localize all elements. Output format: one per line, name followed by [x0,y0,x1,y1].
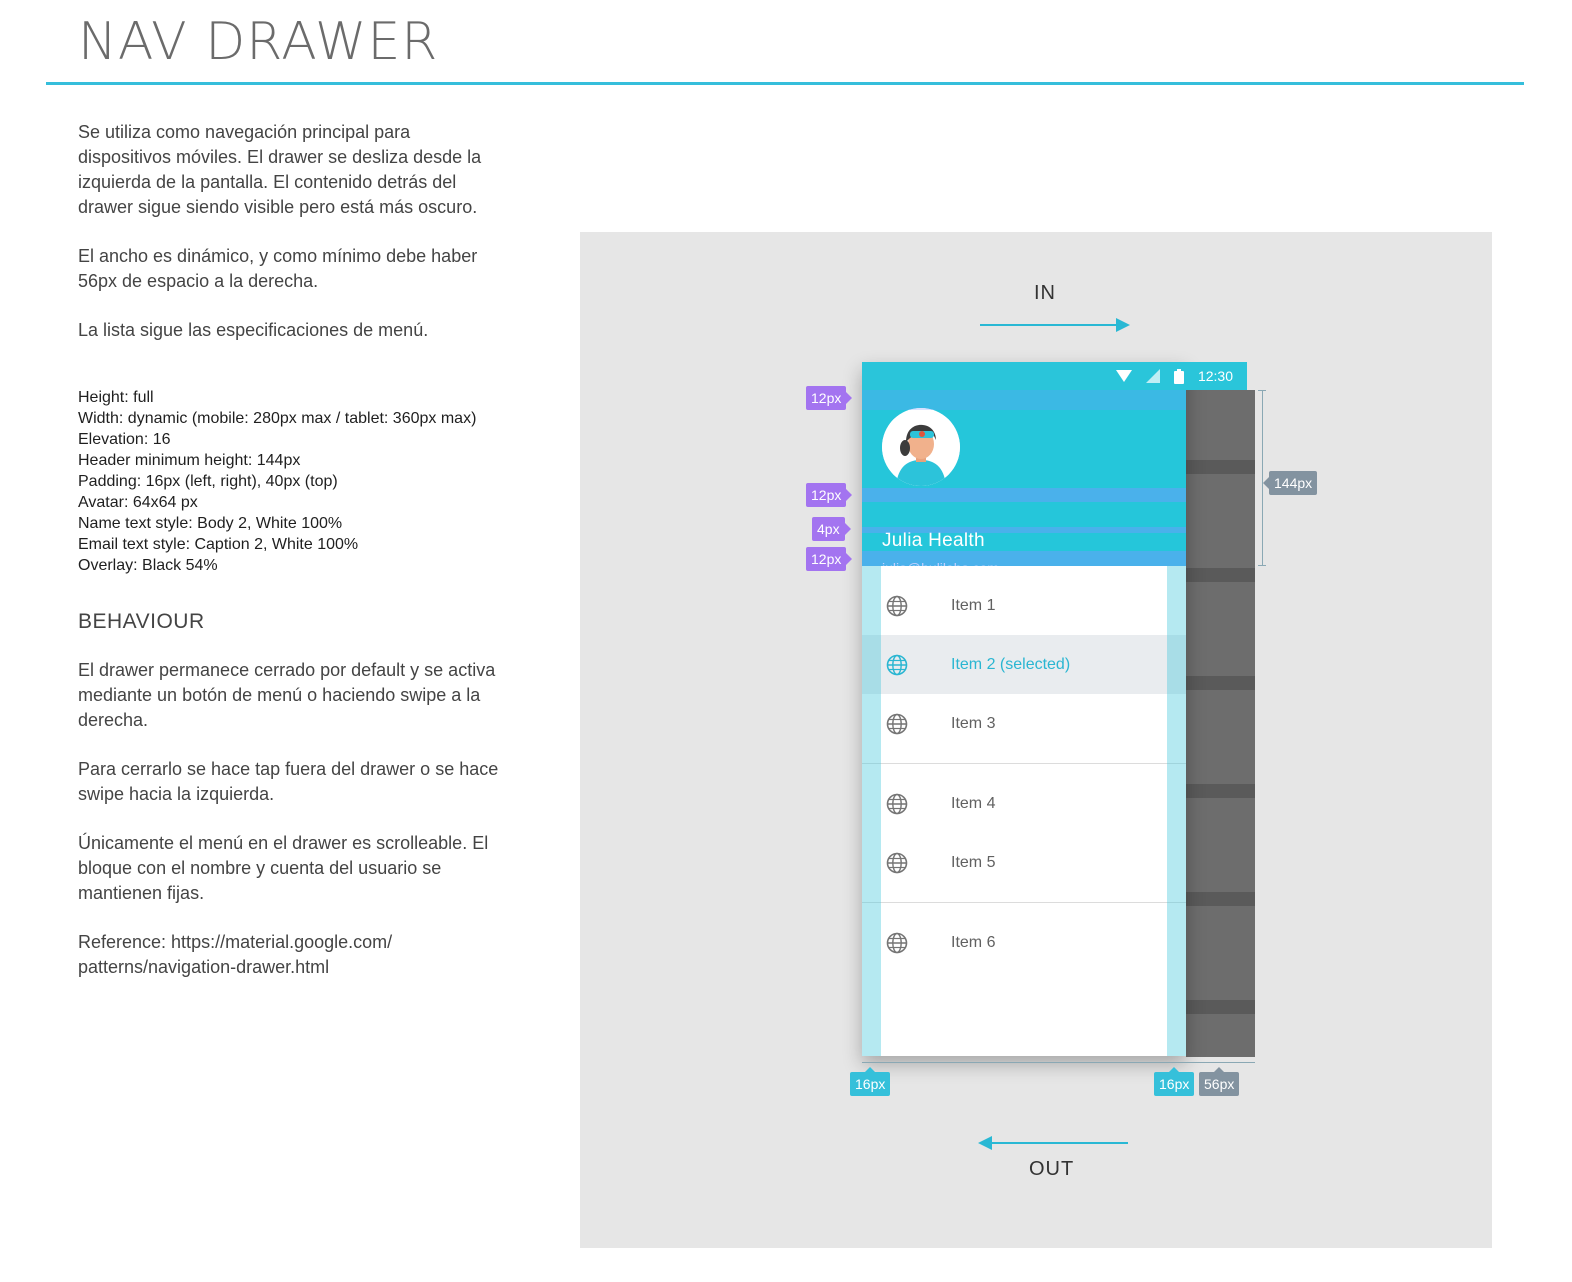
description-paragraph: El ancho es dinámico, y como mínimo debe haber 56px de espacio a la derecha. [78,246,478,291]
left-padding-guide [862,566,881,1056]
status-bar [862,362,1247,390]
right-space-tag: 56px [1199,1072,1239,1096]
spec-item: Width: dynamic (mobile: 280px max / tablet: 360px max) [78,410,477,427]
signal-icon [1146,369,1160,383]
overlay-divider [1186,892,1255,906]
battery-icon [1174,369,1184,384]
overlay-divider [1186,784,1255,798]
menu-item-5[interactable] [862,833,1186,892]
spec-item: Header minimum height: 144px [78,452,301,469]
menu-item-label: Item 5 [951,853,996,871]
spec-item: Padding: 16px (left, right), 40px (top) [78,473,338,490]
measure-tick [1258,390,1266,391]
menu-item-label: Item 3 [951,714,996,732]
overlay-divider [1186,568,1255,582]
avatar[interactable] [882,408,960,486]
right-padding-guide [1167,566,1186,1056]
globe-icon [886,932,908,954]
description-paragraph: La lista sigue las especificaciones de menú. [78,320,429,340]
spec-item: Email text style: Caption 2, White 100% [78,536,359,553]
arrow-left-icon [978,1136,992,1150]
nav-drawer [862,362,1233,1056]
menu-divider [862,763,1186,764]
reference-link[interactable]: Reference: https://material.google.com/ patterns/navigation-drawer.html [78,932,393,977]
menu-item-1[interactable] [862,576,1186,635]
globe-icon [886,793,908,815]
top-padding-tag: 12px [806,386,846,410]
out-arrow-line [990,1142,1128,1144]
behaviour-paragraph: Únicamente el menú en el drawer es scrolleable. El bloque con el nombre y cuenta del usuario se mantienen fijas. [78,833,489,903]
menu-item-label: Item 6 [951,933,996,951]
spec-item: Avatar: 64x64 px [78,494,198,511]
bottom-spacing-tag: 12px [806,547,846,571]
avatar-illustration [882,408,960,486]
header-height-tag: 144px [1269,471,1317,495]
behaviour-heading: BEHAVIOUR [78,610,205,633]
name-email-gap-tag: 4px [812,517,845,541]
globe-icon [886,713,908,735]
wifi-icon [1116,370,1132,382]
spec-list [78,387,508,576]
user-name: Julia Health [882,530,985,551]
arrow-right-icon [1116,318,1130,332]
menu-item-6[interactable] [862,913,1186,972]
name-spacing-band [862,488,1186,502]
title-divider [46,82,1524,85]
behaviour-paragraph: Para cerrarlo se hace tap fuera del drawer o se hace swipe hacia la izquierda. [78,759,499,804]
top-padding-band [862,390,1186,410]
spec-item: Overlay: Black 54% [78,557,218,574]
menu-item-label: Item 1 [951,596,996,614]
overlay-divider [1186,1000,1255,1014]
width-measure [862,1062,1255,1063]
drawer-menu [862,566,1186,972]
name-spacing-tag: 12px [806,483,846,507]
description-paragraph: Se utiliza como navegación principal para dispositivos móviles. El drawer se desliza desde la izquierda de la pantalla. El contenido detrás del drawer sigue siendo visible pero está más oscuro. [78,122,482,217]
out-label: OUT [1029,1158,1075,1180]
measure-tick [1258,565,1266,566]
overlay-divider [1186,460,1255,474]
globe-icon [886,654,908,676]
user-email: julia@hulilabs.com [882,560,999,576]
right-padding-tag: 16px [1154,1072,1194,1096]
menu-item-label: Item 4 [951,794,996,812]
content-overlay[interactable] [1186,390,1255,1057]
spec-item: Name text style: Body 2, White 100% [78,515,343,532]
behaviour-paragraph: El drawer permanece cerrado por default y se activa mediante un botón de menú o haciendo swipe a la derecha. [78,660,496,730]
drawer-header [862,390,1186,576]
globe-icon [886,595,908,617]
in-label: IN [1034,282,1056,304]
spec-item: Elevation: 16 [78,431,171,448]
page-title: NAV DRAWER [78,12,439,72]
name-email-gap-band [862,527,1186,533]
bottom-spacing-band [862,551,1186,566]
spec-item: Height: full [78,389,154,406]
menu-item-2[interactable] [862,635,1186,694]
menu-item-label: Item 2 (selected) [951,655,1071,673]
menu-item-4[interactable] [862,774,1186,833]
menu-item-3[interactable] [862,694,1186,753]
globe-icon [886,852,908,874]
menu-divider [862,902,1186,903]
overlay-divider [1186,676,1255,690]
left-padding-tag: 16px [850,1072,890,1096]
in-arrow-line [980,324,1120,326]
status-time: 12:30 [1197,368,1233,384]
description-column [78,120,508,1004]
